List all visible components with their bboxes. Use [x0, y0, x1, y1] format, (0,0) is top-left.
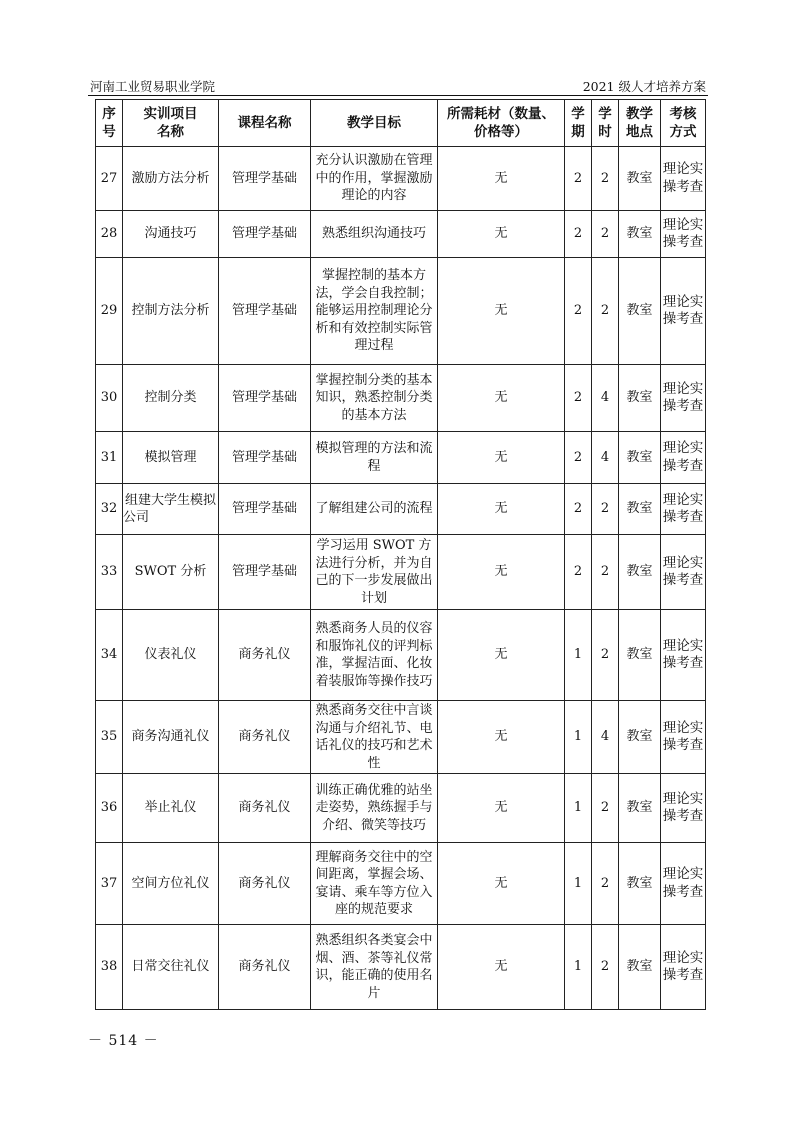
cell-term: 2 — [565, 432, 592, 484]
table-row — [96, 365, 706, 432]
cell-term: 2 — [565, 535, 592, 610]
cell-seq: 36 — [96, 774, 123, 843]
cell-term: 1 — [565, 701, 592, 774]
cell-seq: 28 — [96, 211, 123, 258]
cell-project: 举止礼仪 — [123, 774, 219, 843]
cell-assessment: 理论实操考查 — [661, 432, 706, 484]
cell-hours: 4 — [592, 701, 619, 774]
cell-goal: 熟悉组织各类宴会中烟、酒、茶等礼仪常识，能正确的使用名片 — [311, 925, 438, 1010]
header-term: 学期 — [565, 100, 592, 147]
cell-location: 教室 — [619, 484, 661, 535]
cell-materials: 无 — [438, 432, 565, 484]
header-assessment: 考核方式 — [661, 100, 706, 147]
cell-materials: 无 — [438, 258, 565, 365]
cell-hours: 2 — [592, 774, 619, 843]
cell-seq: 37 — [96, 843, 123, 925]
cell-assessment: 理论实操考查 — [661, 147, 706, 211]
cell-assessment: 理论实操考查 — [661, 211, 706, 258]
cell-hours: 2 — [592, 211, 619, 258]
cell-assessment: 理论实操考查 — [661, 843, 706, 925]
cell-assessment: 理论实操考查 — [661, 610, 706, 701]
cell-hours: 4 — [592, 365, 619, 432]
cell-location: 教室 — [619, 147, 661, 211]
table-row — [96, 535, 706, 610]
table-row — [96, 484, 706, 535]
cell-term: 2 — [565, 484, 592, 535]
cell-project: 商务沟通礼仪 — [123, 701, 219, 774]
cell-course: 管理学基础 — [219, 432, 311, 484]
cell-location: 教室 — [619, 365, 661, 432]
cell-project: 组建大学生模拟公司 — [123, 484, 219, 535]
header-course: 课程名称 — [219, 100, 311, 147]
cell-project: 控制分类 — [123, 365, 219, 432]
cell-materials: 无 — [438, 701, 565, 774]
cell-location: 教室 — [619, 610, 661, 701]
cell-location: 教室 — [619, 211, 661, 258]
cell-course: 管理学基础 — [219, 147, 311, 211]
cell-seq: 33 — [96, 535, 123, 610]
cell-location: 教室 — [619, 432, 661, 484]
cell-hours: 2 — [592, 610, 619, 701]
cell-assessment: 理论实操考查 — [661, 701, 706, 774]
cell-project: 激励方法分析 — [123, 147, 219, 211]
cell-course: 商务礼仪 — [219, 843, 311, 925]
cell-course: 商务礼仪 — [219, 610, 311, 701]
table-row — [96, 610, 706, 701]
cell-term: 1 — [565, 610, 592, 701]
institution-name: 河南工业贸易职业学院 — [90, 79, 216, 94]
cell-seq: 31 — [96, 432, 123, 484]
cell-location: 教室 — [619, 258, 661, 365]
cell-project: 仪表礼仪 — [123, 610, 219, 701]
cell-seq: 38 — [96, 925, 123, 1010]
cell-seq: 27 — [96, 147, 123, 211]
cell-materials: 无 — [438, 774, 565, 843]
cell-project: 沟通技巧 — [123, 211, 219, 258]
page-header — [88, 77, 708, 95]
cell-project: 日常交往礼仪 — [123, 925, 219, 1010]
cell-materials: 无 — [438, 365, 565, 432]
header-project: 实训项目名称 — [123, 100, 219, 147]
cell-location: 教室 — [619, 843, 661, 925]
cell-term: 2 — [565, 258, 592, 365]
cell-course: 商务礼仪 — [219, 925, 311, 1010]
header-location: 教学地点 — [619, 100, 661, 147]
header-goal: 教学目标 — [311, 100, 438, 147]
cell-materials: 无 — [438, 925, 565, 1010]
cell-materials: 无 — [438, 610, 565, 701]
cell-hours: 2 — [592, 535, 619, 610]
table-row — [96, 211, 706, 258]
page-number: － 514 － — [88, 1033, 159, 1049]
cell-hours: 2 — [592, 147, 619, 211]
cell-goal: 学习运用 SWOT 方法进行分析，并为自己的下一步发展做出计划 — [311, 535, 438, 610]
cell-assessment: 理论实操考查 — [661, 365, 706, 432]
training-projects-table — [95, 99, 706, 1010]
cell-goal: 训练正确优雅的站坐走姿势，熟练握手与介绍、微笑等技巧 — [311, 774, 438, 843]
header-materials: 所需耗材（数量、价格等） — [438, 100, 565, 147]
cell-materials: 无 — [438, 484, 565, 535]
cell-goal: 了解组建公司的流程 — [311, 484, 438, 535]
cell-goal: 熟悉商务人员的仪容和服饰礼仪的评判标准，掌握洁面、化妆着装服饰等操作技巧 — [311, 610, 438, 701]
cell-seq: 32 — [96, 484, 123, 535]
cell-assessment: 理论实操考查 — [661, 535, 706, 610]
table-row — [96, 843, 706, 925]
cell-course: 商务礼仪 — [219, 701, 311, 774]
header-divider — [88, 95, 708, 96]
cell-course: 商务礼仪 — [219, 774, 311, 843]
table-row — [96, 774, 706, 843]
cell-term: 1 — [565, 925, 592, 1010]
cell-materials: 无 — [438, 535, 565, 610]
cell-course: 管理学基础 — [219, 484, 311, 535]
cell-goal: 充分认识激励在管理中的作用，掌握激励理论的内容 — [311, 147, 438, 211]
table-row — [96, 925, 706, 1010]
plan-title: 2021 级人才培养方案 — [582, 79, 706, 94]
cell-location: 教室 — [619, 774, 661, 843]
header-hours: 学时 — [592, 100, 619, 147]
cell-goal: 掌握控制的基本方法，学会自我控制；能够运用控制理论分析和有效控制实际管理过程 — [311, 258, 438, 365]
cell-project: SWOT 分析 — [123, 535, 219, 610]
cell-materials: 无 — [438, 211, 565, 258]
cell-goal: 掌握控制分类的基本知识，熟悉控制分类的基本方法 — [311, 365, 438, 432]
cell-goal: 理解商务交往中的空间距离，掌握会场、宴请、乘车等方位入座的规范要求 — [311, 843, 438, 925]
cell-assessment: 理论实操考查 — [661, 774, 706, 843]
cell-hours: 2 — [592, 484, 619, 535]
cell-project: 控制方法分析 — [123, 258, 219, 365]
cell-seq: 29 — [96, 258, 123, 365]
table-row — [96, 258, 706, 365]
cell-project: 模拟管理 — [123, 432, 219, 484]
cell-term: 2 — [565, 147, 592, 211]
cell-course: 管理学基础 — [219, 258, 311, 365]
cell-seq: 34 — [96, 610, 123, 701]
cell-assessment: 理论实操考查 — [661, 258, 706, 365]
cell-seq: 35 — [96, 701, 123, 774]
cell-location: 教室 — [619, 535, 661, 610]
cell-hours: 2 — [592, 258, 619, 365]
table-row — [96, 701, 706, 774]
cell-materials: 无 — [438, 147, 565, 211]
cell-hours: 4 — [592, 432, 619, 484]
cell-goal: 熟悉商务交往中言谈沟通与介绍礼节、电话礼仪的技巧和艺术性 — [311, 701, 438, 774]
cell-assessment: 理论实操考查 — [661, 484, 706, 535]
cell-course: 管理学基础 — [219, 365, 311, 432]
cell-location: 教室 — [619, 925, 661, 1010]
cell-seq: 30 — [96, 365, 123, 432]
cell-project: 空间方位礼仪 — [123, 843, 219, 925]
cell-goal: 模拟管理的方法和流程 — [311, 432, 438, 484]
cell-assessment: 理论实操考查 — [661, 925, 706, 1010]
cell-hours: 2 — [592, 843, 619, 925]
cell-materials: 无 — [438, 843, 565, 925]
cell-course: 管理学基础 — [219, 211, 311, 258]
cell-term: 1 — [565, 774, 592, 843]
cell-hours: 2 — [592, 925, 619, 1010]
cell-course: 管理学基础 — [219, 535, 311, 610]
table-row — [96, 432, 706, 484]
cell-goal: 熟悉组织沟通技巧 — [311, 211, 438, 258]
table-header-row — [96, 100, 706, 147]
cell-term: 1 — [565, 843, 592, 925]
cell-term: 2 — [565, 365, 592, 432]
header-seq: 序号 — [96, 100, 123, 147]
cell-location: 教室 — [619, 701, 661, 774]
table-row — [96, 147, 706, 211]
cell-term: 2 — [565, 211, 592, 258]
